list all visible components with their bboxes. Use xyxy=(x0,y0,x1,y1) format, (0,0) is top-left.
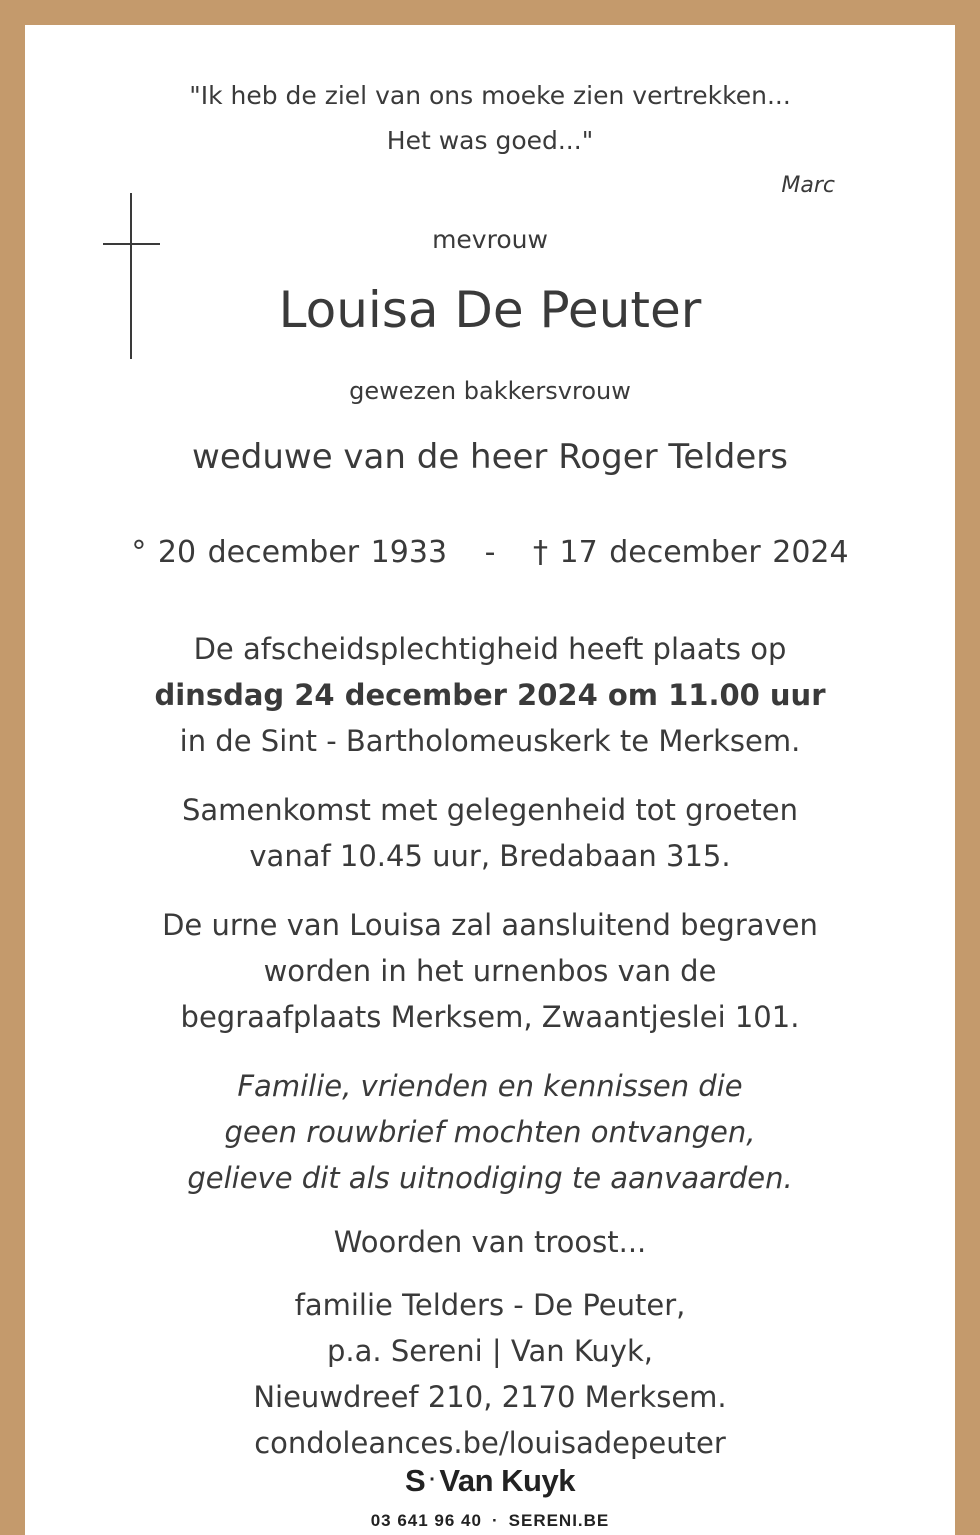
burial-line-2: worden in het urnenbos van de xyxy=(263,954,717,988)
death-notice-card xyxy=(25,25,955,1535)
website-link[interactable]: SERENI.BE xyxy=(508,1511,610,1530)
care-of: p.a. Sereni | Van Kuyk, xyxy=(327,1334,653,1368)
invitation-line-3: gelieve dit als uitnodiging te aanvaarden. xyxy=(187,1161,793,1195)
quote-line-2: Het was goed..." xyxy=(386,126,594,155)
logo-dot: · xyxy=(429,1469,436,1491)
street-address: Nieuwdreef 210, 2170 Merksem. xyxy=(253,1380,727,1414)
date-separator: - xyxy=(484,535,496,570)
condolence-address xyxy=(25,1282,955,1466)
logo-s: S xyxy=(405,1463,426,1498)
quote-author: Marc xyxy=(781,173,835,198)
condolence-heading: Woorden van troost... xyxy=(333,1225,647,1259)
honorific: mevrouw xyxy=(432,225,548,254)
burial-info xyxy=(25,902,955,1040)
gathering-info xyxy=(25,787,955,879)
quote-line-1: "Ik heb de ziel van ons moeke zien vertrekken... xyxy=(189,81,791,110)
spouse-line: weduwe van de heer Roger Telders xyxy=(192,437,788,477)
life-dates xyxy=(25,535,955,570)
deceased-name: Louisa De Peuter xyxy=(278,281,702,339)
condolence-link[interactable]: condoleances.be/louisadepeuter xyxy=(254,1426,726,1460)
logo-name: Van Kuyk xyxy=(439,1463,575,1498)
funeral-home-contact xyxy=(25,1511,955,1531)
family-name: familie Telders - De Peuter, xyxy=(294,1288,686,1322)
gathering-line-2: vanaf 10.45 uur, Bredabaan 315. xyxy=(249,839,731,873)
burial-line-3: begraafplaats Merksem, Zwaantjeslei 101. xyxy=(180,1000,800,1034)
funeral-home-logo xyxy=(25,1463,955,1499)
invitation-line-1: Familie, vrienden en kennissen die xyxy=(237,1069,743,1103)
invitation-text xyxy=(25,1063,955,1201)
occupation: gewezen bakkersvrouw xyxy=(349,377,631,405)
birth-date: ° 20 december 1933 xyxy=(131,535,448,570)
ceremony-line-3: in de Sint - Bartholomeuskerk te Merksem. xyxy=(179,724,801,758)
phone-number[interactable]: 03 641 96 40 xyxy=(370,1511,482,1530)
contact-separator: · xyxy=(491,1511,499,1530)
invitation-line-2: geen rouwbrief mochten ontvangen, xyxy=(224,1115,756,1149)
death-date: † 17 december 2024 xyxy=(532,535,849,570)
ceremony-datetime: dinsdag 24 december 2024 om 11.00 uur xyxy=(154,678,826,712)
quote xyxy=(25,73,955,163)
ceremony-info xyxy=(25,626,955,764)
gathering-line-1: Samenkomst met gelegenheid tot groeten xyxy=(181,793,799,827)
burial-line-1: De urne van Louisa zal aansluitend begraven xyxy=(162,908,818,942)
ceremony-line-1: De afscheidsplechtigheid heeft plaats op xyxy=(193,632,787,666)
